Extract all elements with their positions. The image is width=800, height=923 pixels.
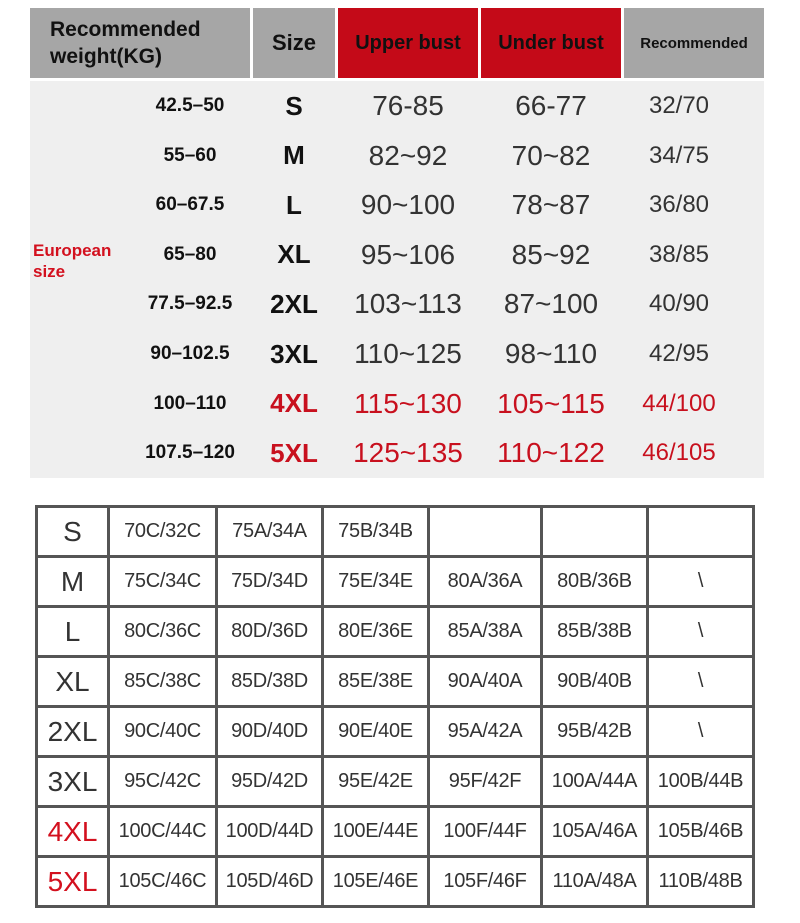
size-label: S xyxy=(285,90,303,121)
weight-range: 100–110 xyxy=(153,392,227,414)
cup-size-cell: \ xyxy=(648,707,754,757)
cup-size-cell: 95D/42D xyxy=(217,757,323,807)
cup-size-cell: 95F/42F xyxy=(429,757,542,807)
under-bust-value: 98~110 xyxy=(504,338,598,369)
cup-size-cell: 80D/36D xyxy=(217,607,323,657)
cup-size-cell: 80E/36E xyxy=(323,607,429,657)
upper-bust-value: 76-85 xyxy=(372,90,444,121)
size-chart-row xyxy=(30,329,764,379)
cup-size-cell: 90E/40E xyxy=(323,707,429,757)
cup-size-cell: 105E/46E xyxy=(323,857,429,907)
weight-range: 77.5–92.5 xyxy=(147,293,233,315)
cup-size-cell: 90A/40A xyxy=(429,657,542,707)
weight-range: 42.5–50 xyxy=(155,95,225,116)
recommended-value: 38/85 xyxy=(648,240,710,268)
recommended-value: 34/75 xyxy=(648,141,710,169)
under-bust-value: 85~92 xyxy=(511,238,591,270)
header-size: Size xyxy=(253,8,335,78)
cup-size-label: 4XL xyxy=(37,807,109,857)
weight-range: 107.5–120 xyxy=(145,442,235,464)
cup-table-row xyxy=(37,507,754,557)
cup-size-cell: 85A/38A xyxy=(429,607,542,657)
size-chart xyxy=(30,8,764,478)
cup-size-cell: 105D/46D xyxy=(217,857,323,907)
size-chart-row xyxy=(30,230,764,280)
cup-size-label: 3XL xyxy=(37,757,109,807)
under-bust-value: 78~87 xyxy=(511,189,591,221)
cup-size-table xyxy=(35,505,755,908)
upper-bust-value: 95~106 xyxy=(360,238,456,270)
header-under-bust: Under bust xyxy=(481,8,621,78)
size-label: L xyxy=(286,189,302,220)
cup-size-label: S xyxy=(37,507,109,557)
cup-size-cell: 105C/46C xyxy=(109,857,217,907)
cup-size-cell: 95B/42B xyxy=(542,707,648,757)
size-label: 3XL xyxy=(270,338,318,369)
cup-size-cell xyxy=(648,507,754,557)
cup-size-cell: 70C/32C xyxy=(109,507,217,557)
upper-bust-value: 110~125 xyxy=(354,338,462,369)
cup-size-cell: 85B/38B xyxy=(542,607,648,657)
size-chart-row xyxy=(30,81,764,131)
cup-size-cell: \ xyxy=(648,657,754,707)
cup-size-cell xyxy=(542,507,648,557)
under-bust-value: 87~100 xyxy=(503,288,599,320)
header-recommended: Recommended xyxy=(624,8,764,78)
cup-size-cell: 100D/44D xyxy=(217,807,323,857)
cup-table-row xyxy=(37,657,754,707)
cup-size-cell: 105F/46F xyxy=(429,857,542,907)
cup-size-cell: 105A/46A xyxy=(542,807,648,857)
under-bust-value: 66-77 xyxy=(515,90,587,121)
size-chart-row xyxy=(30,131,764,181)
cup-table-row xyxy=(37,807,754,857)
weight-range: 90–102.5 xyxy=(150,343,230,364)
european-size-label: European size xyxy=(33,241,112,281)
cup-size-cell: 75C/34C xyxy=(109,557,217,607)
cup-table-row xyxy=(37,707,754,757)
cup-size-cell: 100B/44B xyxy=(648,757,754,807)
cup-size-cell: 85D/38D xyxy=(217,657,323,707)
header-upper-bust: Upper bust xyxy=(338,8,478,78)
cup-size-cell: 100C/44C xyxy=(109,807,217,857)
cup-size-cell: 95A/42A xyxy=(429,707,542,757)
recommended-value: 32/70 xyxy=(648,92,710,119)
cup-size-cell: 100A/44A xyxy=(542,757,648,807)
upper-bust-value: 125~135 xyxy=(353,437,463,469)
cup-size-cell: 75E/34E xyxy=(323,557,429,607)
cup-size-cell: 110A/48A xyxy=(542,857,648,907)
recommended-value: 40/90 xyxy=(648,290,710,318)
under-bust-value: 110~122 xyxy=(497,437,605,469)
cup-size-cell: 100E/44E xyxy=(323,807,429,857)
weight-range: 60–67.5 xyxy=(155,194,225,216)
size-label: 5XL xyxy=(270,437,318,468)
under-bust-value: 105~115 xyxy=(497,387,605,419)
cup-size-label: L xyxy=(37,607,109,657)
cup-size-cell: 75D/34D xyxy=(217,557,323,607)
cup-size-cell: 90B/40B xyxy=(542,657,648,707)
cup-size-cell: 75B/34B xyxy=(323,507,429,557)
cup-size-cell: 105B/46B xyxy=(648,807,754,857)
size-label: 4XL xyxy=(270,388,318,419)
weight-range: 65–80 xyxy=(163,243,217,265)
cup-size-cell: 100F/44F xyxy=(429,807,542,857)
cup-size-cell: 85E/38E xyxy=(323,657,429,707)
cup-table-row xyxy=(37,857,754,907)
upper-bust-value: 82~92 xyxy=(368,139,448,171)
weight-range: 55–60 xyxy=(163,144,217,166)
recommended-value: 46/105 xyxy=(642,439,716,467)
cup-size-label: M xyxy=(37,557,109,607)
cup-size-cell: 85C/38C xyxy=(109,657,217,707)
cup-size-cell: 80A/36A xyxy=(429,557,542,607)
size-label: 2XL xyxy=(270,288,318,319)
size-chart-row xyxy=(30,279,764,329)
cup-table-row xyxy=(37,557,754,607)
recommended-value: 42/95 xyxy=(648,340,710,367)
size-chart-row xyxy=(30,180,764,230)
upper-bust-value: 103~113 xyxy=(354,288,462,320)
under-bust-value: 70~82 xyxy=(511,139,591,171)
upper-bust-value: 115~130 xyxy=(354,387,462,419)
recommended-value: 44/100 xyxy=(642,389,716,417)
size-label: XL xyxy=(277,239,311,270)
size-label: M xyxy=(283,140,305,171)
cup-size-cell: 90C/40C xyxy=(109,707,217,757)
cup-size-label: 2XL xyxy=(37,707,109,757)
cup-size-cell: 95C/42C xyxy=(109,757,217,807)
cup-size-cell: 75A/34A xyxy=(217,507,323,557)
header-recommended-weight: Recommended weight(KG) xyxy=(30,8,250,78)
recommended-value: 36/80 xyxy=(648,191,710,219)
cup-table-row xyxy=(37,607,754,657)
cup-size-cell: 95E/42E xyxy=(323,757,429,807)
cup-table-row xyxy=(37,757,754,807)
cup-size-cell xyxy=(429,507,542,557)
cup-size-cell: 80C/36C xyxy=(109,607,217,657)
size-chart-row xyxy=(30,379,764,429)
cup-size-cell: 80B/36B xyxy=(542,557,648,607)
cup-size-label: XL xyxy=(37,657,109,707)
cup-size-cell: \ xyxy=(648,607,754,657)
cup-size-cell: 90D/40D xyxy=(217,707,323,757)
cup-size-cell: 110B/48B xyxy=(648,857,754,907)
size-chart-row xyxy=(30,428,764,478)
cup-size-label: 5XL xyxy=(37,857,109,907)
cup-size-cell: \ xyxy=(648,557,754,607)
upper-bust-value: 90~100 xyxy=(360,189,456,221)
